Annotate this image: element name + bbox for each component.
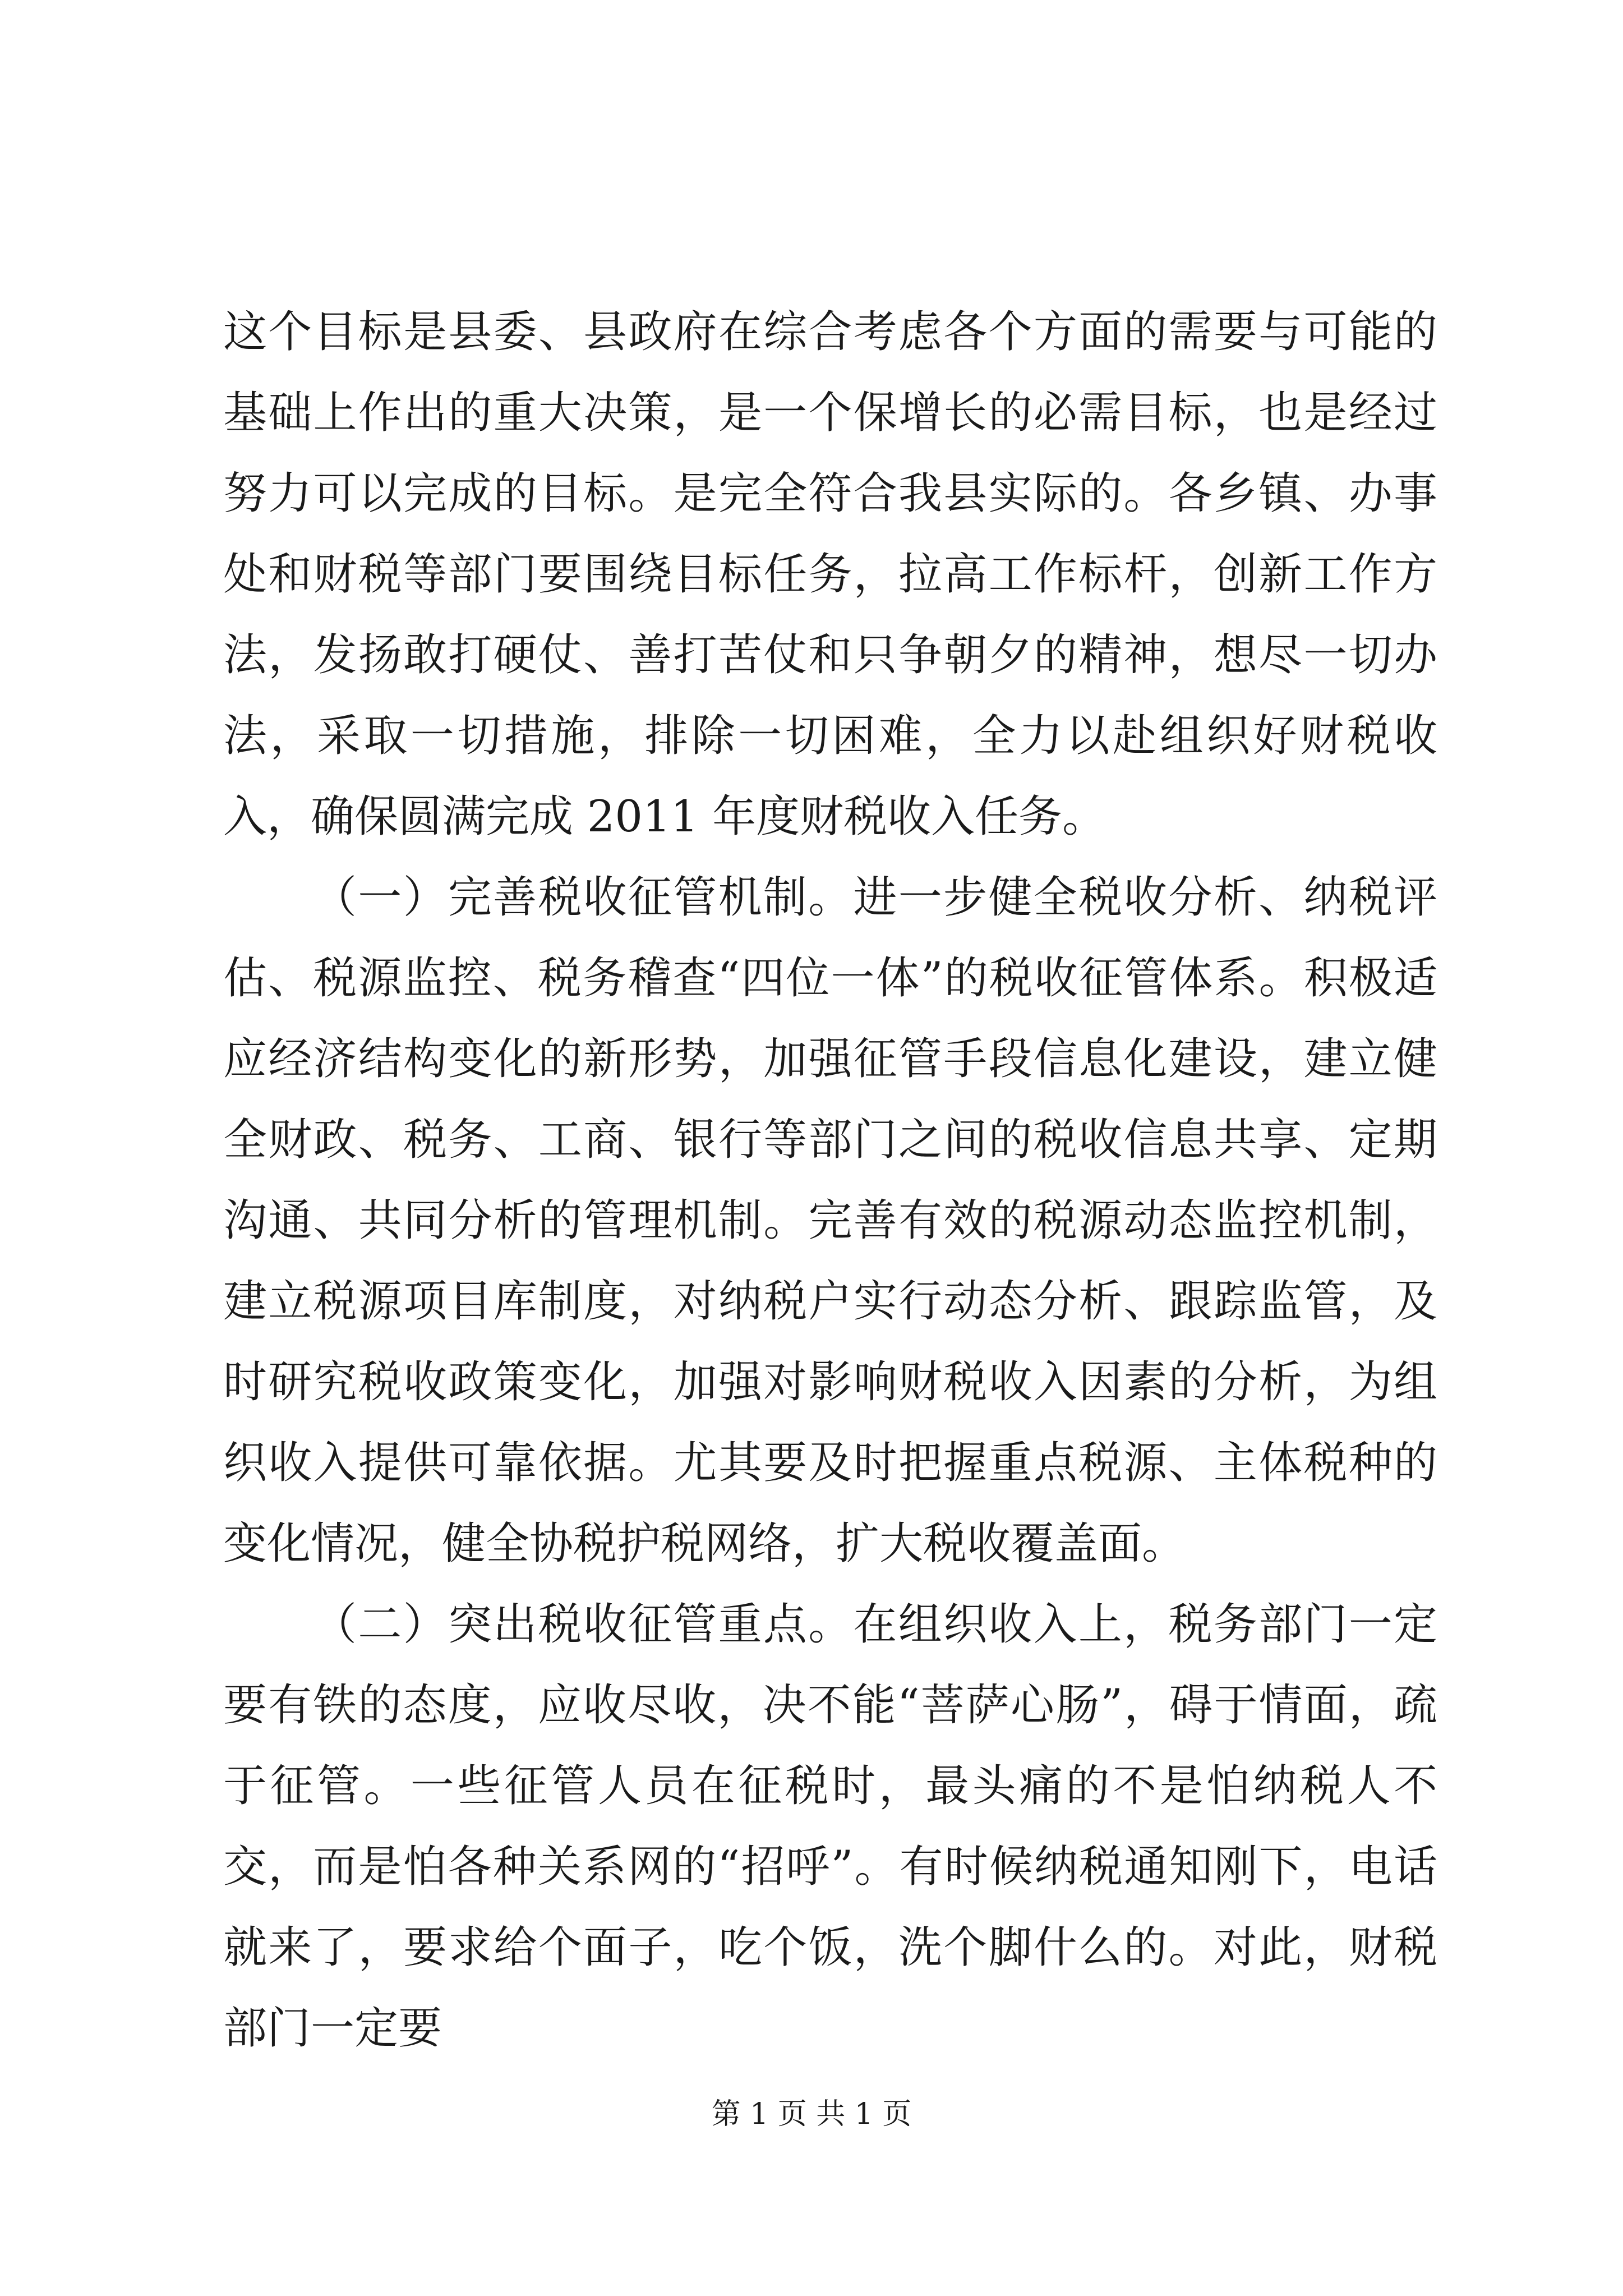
document-body xyxy=(223,292,1437,2069)
page-number-label: 第 1 页 共 1 页 xyxy=(711,2097,912,2131)
paragraph-2: （一）完善税收征管机制。进一步健全税收分析、纳税评估、税源监控、税务稽查“四位一体”的税收征管体系。积极适应经济结构变化的新形势，加强征管手段信息化建设，建立健全财政、税务、工商、银行等部门之间的税收信息共享、定期沟通、共同分析的管理机制。完善有效的税源动态监控机制，建立税源项目库制度，对纳税户实行动态分析、跟踪监管，及时研究税收政策变化，加强对影响财税收入因素的分析，为组织收入提供可靠依据。尤其要及时把握重点税源、主体税种的变化情况，健全协税护税网络，扩大税收覆盖面。 xyxy=(223,872,1437,1569)
page-footer xyxy=(0,2095,1623,2134)
paragraph-3: （二）突出税收征管重点。在组织收入上，税务部门一定要有铁的态度，应收尽收，决不能“菩萨心肠”，碍于情面，疏于征管。一些征管人员在征税时，最头痛的不是怕纳税人不交，而是怕各种关系网的“招呼”。有时候纳税通知刚下，电话就来了，要求给个面子，吃个饭，洗个脚什么的。对此，财税部门一定要 xyxy=(223,1599,1437,2054)
paragraph-1: 这个目标是县委、县政府在综合考虑各个方面的需要与可能的基础上作出的重大决策，是一个保增长的必需目标，也是经过努力可以完成的目标。是完全符合我县实际的。各乡镇、办事处和财税等部门要围绕目标任务，拉高工作标杆，创新工作方法，发扬敢打硬仗、善打苦仗和只争朝夕的精神，想尽一切办法，采取一切措施，排除一切困难，全力以赴组织好财税收入，确保圆满完成 2011 年度财税收入任务。 xyxy=(223,307,1437,842)
